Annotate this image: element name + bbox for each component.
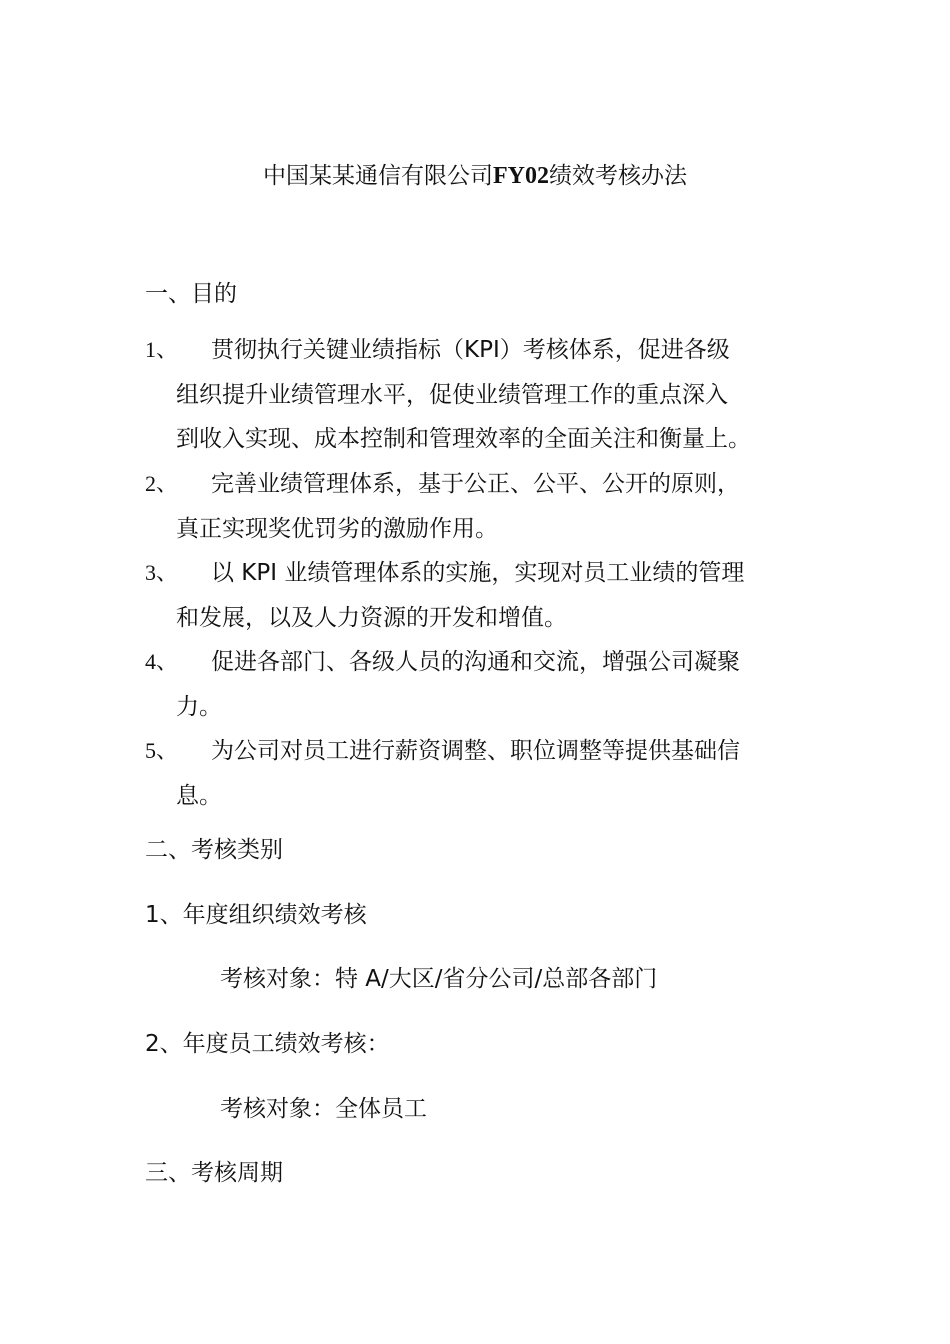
title-prefix: 中国某某通信有限公司	[263, 163, 493, 189]
section-heading-cycle: 三、考核周期	[145, 1160, 283, 1186]
item-line: 真正实现奖优罚劣的激励作用。	[176, 515, 498, 542]
item-line: 和发展，以及人力资源的开发和增值。	[176, 604, 567, 631]
item-line: 力。	[176, 693, 222, 720]
item-number: 4、	[145, 649, 179, 674]
purpose-item-1	[145, 328, 810, 462]
item-line: 以 KPI 业绩管理体系的实施，实现对员工业绩的管理	[211, 560, 745, 586]
document-title	[0, 160, 950, 192]
item-line: 息。	[176, 782, 222, 809]
purpose-item-4	[145, 640, 810, 729]
category-target-1: 考核对象：特 A/大区/省分公司/总部各部门	[220, 966, 658, 992]
item-number: 2、	[145, 471, 179, 496]
item-number: 3、	[145, 560, 179, 585]
item-line: 组织提升业绩管理水平，促使业绩管理工作的重点深入	[176, 381, 728, 408]
purpose-item-5	[145, 729, 810, 818]
title-code: FY02	[493, 163, 549, 189]
item-number: 1、	[145, 337, 179, 362]
section-heading-purpose: 一、目的	[145, 281, 237, 307]
item-body	[176, 462, 810, 551]
category-label-1: 1、年度组织绩效考核	[145, 902, 367, 928]
category-target-2: 考核对象：全体员工	[220, 1096, 427, 1122]
item-line: 促进各部门、各级人员的沟通和交流，增强公司凝聚	[211, 649, 740, 675]
purpose-item-2	[145, 462, 810, 551]
section-heading-categories: 二、考核类别	[145, 837, 283, 863]
purpose-item-3	[145, 551, 810, 640]
item-line: 为公司对员工进行薪资调整、职位调整等提供基础信	[211, 738, 740, 764]
item-number: 5、	[145, 738, 179, 763]
item-body	[176, 328, 810, 462]
item-line: 完善业绩管理体系，基于公正、公平、公开的原则，	[211, 471, 740, 497]
item-line: 贯彻执行关键业绩指标（KPI）考核体系，促进各级	[211, 337, 730, 363]
item-body	[176, 640, 810, 729]
title-suffix: 绩效考核办法	[549, 163, 687, 189]
item-line: 到收入实现、成本控制和管理效率的全面关注和衡量上。	[176, 426, 751, 452]
category-label-2: 2、年度员工绩效考核：	[145, 1031, 390, 1057]
item-body	[176, 551, 810, 640]
item-body	[176, 729, 810, 818]
